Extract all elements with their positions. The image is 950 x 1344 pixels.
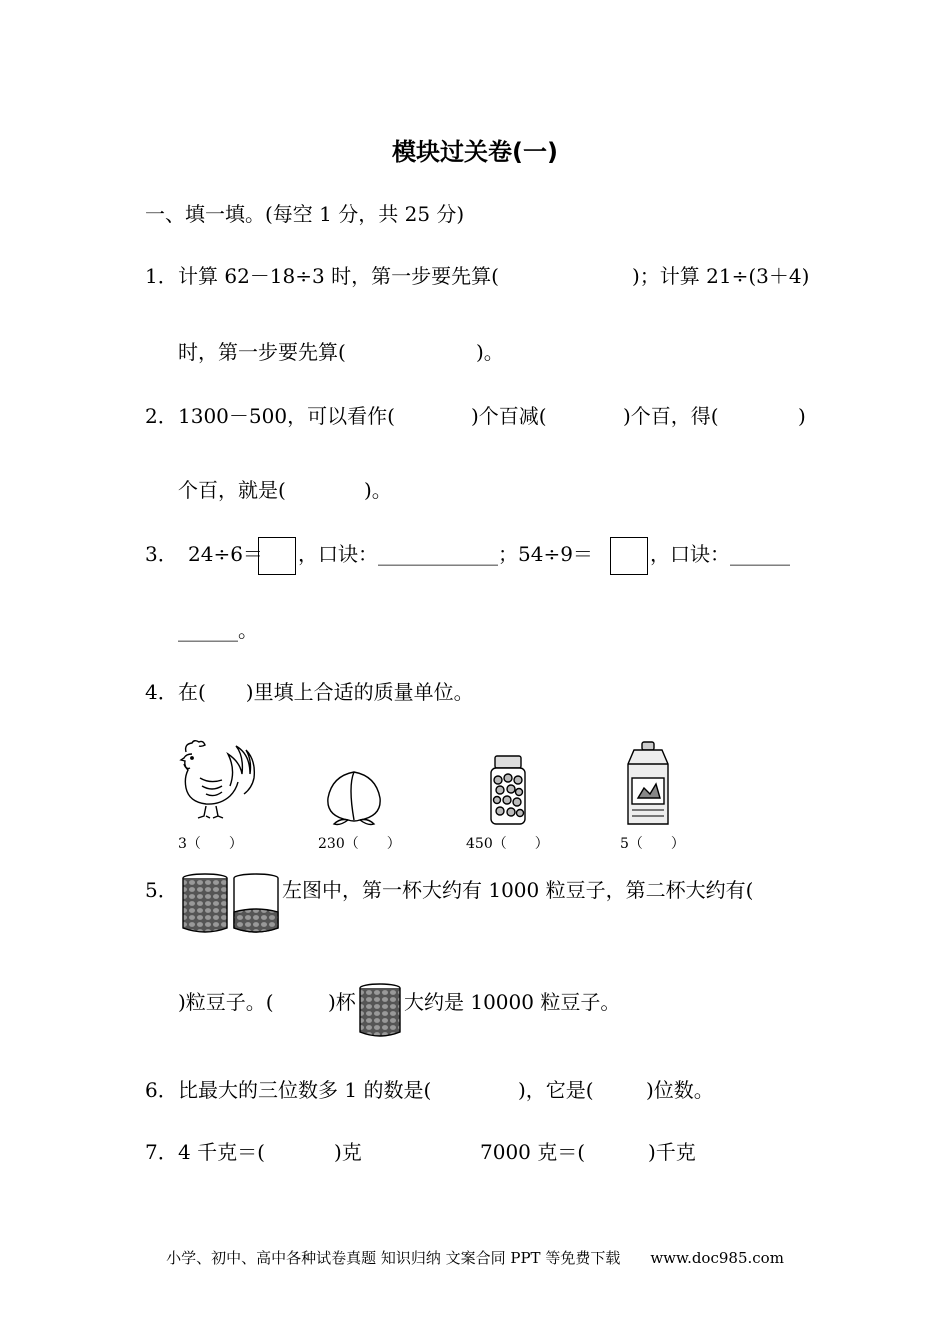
q2-text-d: ) — [798, 404, 806, 428]
q4-item-2-label: 230（ ） — [318, 836, 401, 852]
q4-item-3-label: 450（ ） — [466, 836, 549, 852]
q5-text-d: 大约是 10000 粒豆子。 — [404, 990, 621, 1014]
q3-answer-box-2[interactable] — [610, 537, 648, 575]
page-footer: 小学、初中、高中各种试卷真题 知识归纳 文案合同 PPT 等免费下载 www.doc985.com — [166, 1249, 784, 1267]
section-heading: 一、填一填。(每空 1 分，共 25 分) — [145, 202, 465, 226]
q7-text-b: )克 — [334, 1140, 362, 1164]
jar-icon — [486, 754, 530, 826]
q2-text-e: 个百，就是( — [178, 478, 286, 502]
q4-item-4-label: 5（ ） — [620, 836, 685, 852]
q1-text-a: 计算 62－18÷3 时，第一步要先算( — [178, 264, 499, 288]
rooster-icon — [172, 738, 264, 824]
q6-text-c: )位数。 — [646, 1078, 714, 1102]
page-title: 模块过关卷(一) — [392, 138, 558, 166]
q5-number: 5． — [145, 878, 178, 902]
bean-cups-icon — [180, 872, 282, 934]
full-bean-cup-icon — [357, 982, 403, 1040]
q3-text-b: ，口诀：____________；54÷9＝ — [298, 542, 593, 566]
q3-text-a: 24÷6＝ — [188, 542, 263, 566]
q5-text-a: 左图中，第一杯大约有 1000 粒豆子，第二杯大约有( — [282, 878, 754, 902]
q3-text-c: ，口诀：______ — [650, 542, 790, 566]
q4-number: 4． — [145, 680, 178, 704]
q1-text-d: )。 — [476, 340, 504, 364]
q3-answer-box-1[interactable] — [258, 537, 296, 575]
q5-text-b: )粒豆子。( — [178, 990, 274, 1014]
q2-text-c: )个百，得( — [623, 404, 719, 428]
q7-number: 7． — [145, 1140, 178, 1164]
q5-text-c: )杯 — [328, 990, 356, 1014]
q6-text-b: )，它是( — [518, 1078, 594, 1102]
q1-number: 1． — [145, 264, 178, 288]
q1-text-b: )；计算 21÷(3＋4) — [632, 264, 810, 288]
peach-icon — [322, 766, 386, 828]
q2-number: 2． — [145, 404, 178, 428]
q3-number: 3． — [145, 542, 178, 566]
q7-text-a: 4 千克＝( — [178, 1140, 265, 1164]
q7-text-c: 7000 克＝( — [480, 1140, 586, 1164]
q7-text-d: )千克 — [648, 1140, 696, 1164]
q2-text-a: 1300－500，可以看作( — [178, 404, 395, 428]
q4-item-1-label: 3（ ） — [178, 836, 243, 852]
q1-text-c: 时，第一步要先算( — [178, 340, 346, 364]
carton-icon — [624, 740, 672, 828]
q3-text-d: ______。 — [178, 618, 258, 642]
q2-text-f: )。 — [364, 478, 392, 502]
q2-text-b: )个百减( — [471, 404, 547, 428]
q4-text: 在( )里填上合适的质量单位。 — [178, 680, 474, 704]
q6-number: 6． — [145, 1078, 178, 1102]
q6-text-a: 比最大的三位数多 1 的数是( — [178, 1078, 432, 1102]
